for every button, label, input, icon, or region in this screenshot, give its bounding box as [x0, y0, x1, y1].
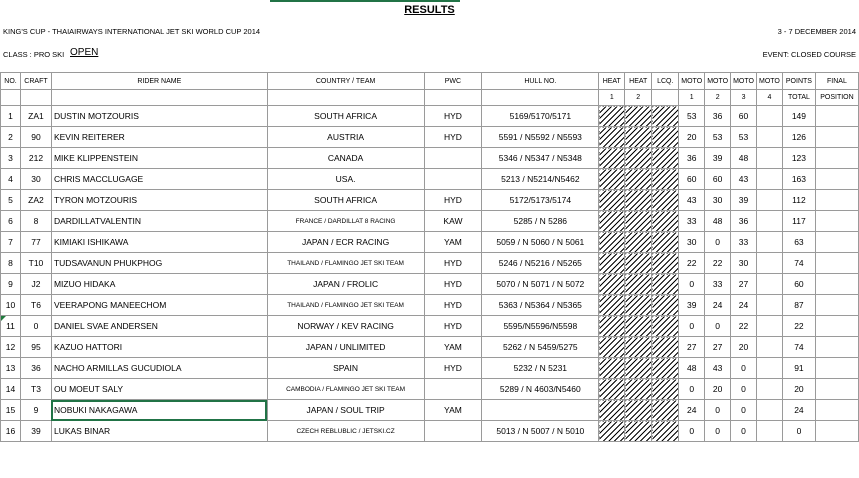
header-row	[1, 73, 859, 90]
table-row	[1, 253, 859, 274]
cell-no[interactable]: 9	[1, 274, 21, 295]
cell-pwc[interactable]	[424, 169, 482, 190]
cell-moto2[interactable]: 0	[705, 316, 731, 337]
cell-heat2[interactable]	[625, 379, 652, 400]
cell-pwc[interactable]: YAM	[424, 400, 482, 421]
cell-final-position[interactable]	[815, 169, 858, 190]
cell-heat2[interactable]	[625, 400, 652, 421]
cell-lcq[interactable]	[652, 379, 679, 400]
cell-craft[interactable]: J2	[20, 274, 51, 295]
cell-craft[interactable]: 30	[20, 169, 51, 190]
cell-country[interactable]: FRANCE / DARDILLAT 8 RACING	[267, 211, 424, 232]
cell-hull[interactable]: 5013 / N 5007 / N 5010	[482, 421, 599, 442]
cell-moto3[interactable]: 48	[731, 148, 757, 169]
cell-rider[interactable]: KEVIN REITERER	[51, 127, 267, 148]
cell-final-position[interactable]	[815, 400, 858, 421]
cell-craft[interactable]: T6	[20, 295, 51, 316]
cell-heat2[interactable]	[625, 253, 652, 274]
cell-rider[interactable]: LUKAS BINAR	[51, 421, 267, 442]
cell-moto2[interactable]: 48	[705, 211, 731, 232]
cell-moto4[interactable]	[756, 295, 782, 316]
cell-heat2[interactable]	[625, 337, 652, 358]
table-row	[1, 295, 859, 316]
cell-country[interactable]: AUSTRIA	[267, 127, 424, 148]
cell-hull[interactable]: 5169/5170/5171	[482, 106, 599, 127]
cell-heat1[interactable]	[599, 106, 625, 127]
table-row	[1, 211, 859, 232]
col-moto1-header: MOTO	[679, 73, 705, 90]
cell-points-total[interactable]: 123	[782, 148, 815, 169]
cell-heat1[interactable]	[599, 127, 625, 148]
col-no-subheader	[1, 90, 21, 106]
cell-craft[interactable]: ZA1	[20, 106, 51, 127]
comment-indicator	[1, 316, 6, 321]
cell-pwc[interactable]: HYD	[424, 274, 482, 295]
cell-lcq[interactable]	[652, 316, 679, 337]
cell-rider[interactable]: VEERAPONG MANEECHOM	[51, 295, 267, 316]
cell-heat1[interactable]	[599, 316, 625, 337]
cell-heat1[interactable]	[599, 337, 625, 358]
cell-craft[interactable]: 95	[20, 337, 51, 358]
cell-lcq[interactable]	[652, 232, 679, 253]
cell-moto4[interactable]	[756, 169, 782, 190]
table-row	[1, 232, 859, 253]
page-title: RESULTS	[404, 4, 455, 16]
cell-heat2[interactable]	[625, 295, 652, 316]
table-row	[1, 316, 859, 337]
cell-country[interactable]: CANADA	[267, 148, 424, 169]
cell-final-position[interactable]	[815, 379, 858, 400]
cell-moto4[interactable]	[756, 400, 782, 421]
cell-hull[interactable]: 5172/5173/5174	[482, 190, 599, 211]
col-moto1-subheader: 1	[679, 90, 705, 106]
event-type: EVENT: CLOSED COURSE	[762, 50, 856, 59]
cell-moto3[interactable]: 0	[731, 358, 757, 379]
table-row	[1, 190, 859, 211]
cell-final-position[interactable]	[815, 148, 858, 169]
cell-craft[interactable]: 212	[20, 148, 51, 169]
cell-no[interactable]: 7	[1, 232, 21, 253]
cell-craft[interactable]: ZA2	[20, 190, 51, 211]
cell-moto1[interactable]: 20	[679, 127, 705, 148]
cell-moto1[interactable]: 22	[679, 253, 705, 274]
cell-heat2[interactable]	[625, 106, 652, 127]
col-moto4-header: MOTO	[756, 73, 782, 90]
cell-moto4[interactable]	[756, 253, 782, 274]
col-final-subheader: POSITION	[815, 90, 858, 106]
cell-points-total[interactable]: 126	[782, 127, 815, 148]
cell-points-total[interactable]: 112	[782, 190, 815, 211]
cell-rider[interactable]: KAZUO HATTORI	[51, 337, 267, 358]
cell-moto3[interactable]: 36	[731, 211, 757, 232]
cell-country[interactable]: SOUTH AFRICA	[267, 190, 424, 211]
cell-moto3[interactable]: 30	[731, 253, 757, 274]
cell-hull[interactable]: 5285 / N 5286	[482, 211, 599, 232]
cell-points-total[interactable]: 24	[782, 400, 815, 421]
cell-rider[interactable]: MIZUO HIDAKA	[51, 274, 267, 295]
cell-craft[interactable]: T3	[20, 379, 51, 400]
cell-hull[interactable]: 5070 / N 5071 / N 5072	[482, 274, 599, 295]
cell-moto2[interactable]: 30	[705, 190, 731, 211]
cell-no[interactable]: 2	[1, 127, 21, 148]
cell-points-total[interactable]: 20	[782, 379, 815, 400]
cell-pwc[interactable]	[424, 379, 482, 400]
col-heat1-subheader: 1	[599, 90, 625, 106]
cell-moto4[interactable]	[756, 421, 782, 442]
cell-country[interactable]: SPAIN	[267, 358, 424, 379]
cell-moto1[interactable]: 53	[679, 106, 705, 127]
table-row	[1, 106, 859, 127]
class-value: OPEN	[70, 47, 99, 58]
cell-pwc[interactable]: YAM	[424, 232, 482, 253]
col-craft-subheader	[20, 90, 51, 106]
cell-rider[interactable]: MIKE KLIPPENSTEIN	[51, 148, 267, 169]
cell-moto3[interactable]: 27	[731, 274, 757, 295]
cell-country[interactable]: CZECH REBLUBLIC / JETSKI.CZ	[267, 421, 424, 442]
cell-lcq[interactable]	[652, 295, 679, 316]
cell-lcq[interactable]	[652, 421, 679, 442]
cell-heat1[interactable]	[599, 232, 625, 253]
cell-no[interactable]: 3	[1, 148, 21, 169]
cell-heat1[interactable]	[599, 358, 625, 379]
cell-rider[interactable]: CHRIS MACCLUGAGE	[51, 169, 267, 190]
cell-pwc[interactable]	[424, 421, 482, 442]
cell-heat2[interactable]	[625, 127, 652, 148]
cell-final-position[interactable]	[815, 253, 858, 274]
cell-no[interactable]: 16	[1, 421, 21, 442]
cell-final-position[interactable]	[815, 232, 858, 253]
cell-craft[interactable]: T10	[20, 253, 51, 274]
col-final-header: FINAL	[815, 73, 858, 90]
cell-heat1[interactable]	[599, 211, 625, 232]
cell-heat1[interactable]	[599, 274, 625, 295]
cell-craft[interactable]: 8	[20, 211, 51, 232]
cell-hull[interactable]: 5262 / N 5459/5275	[482, 337, 599, 358]
col-points-subheader: TOTAL	[782, 90, 815, 106]
cell-rider[interactable]: KIMIAKI ISHIKAWA	[51, 232, 267, 253]
cell-moto3[interactable]: 39	[731, 190, 757, 211]
cell-lcq[interactable]	[652, 211, 679, 232]
cell-moto1[interactable]: 0	[679, 274, 705, 295]
selection-indicator	[270, 0, 460, 2]
cell-heat2[interactable]	[625, 169, 652, 190]
cell-hull[interactable]: 5246 / N5216 / N5265	[482, 253, 599, 274]
cell-moto1[interactable]: 60	[679, 169, 705, 190]
cell-no[interactable]: 4	[1, 169, 21, 190]
cell-craft[interactable]: 0	[20, 316, 51, 337]
col-rider-header: RIDER NAME	[51, 73, 267, 90]
cell-rider[interactable]: NOBUKI NAKAGAWA	[51, 400, 267, 421]
cell-final-position[interactable]	[815, 190, 858, 211]
cell-country[interactable]: THAILAND / FLAMINGO JET SKI TEAM	[267, 295, 424, 316]
cell-no[interactable]: 5	[1, 190, 21, 211]
cell-no[interactable]: 8	[1, 253, 21, 274]
cell-moto3[interactable]: 0	[731, 400, 757, 421]
cell-moto2[interactable]: 36	[705, 106, 731, 127]
cell-heat2[interactable]	[625, 358, 652, 379]
col-rider-subheader	[51, 90, 267, 106]
cell-rider[interactable]: DANIEL SVAE ANDERSEN	[51, 316, 267, 337]
cell-moto1[interactable]: 30	[679, 232, 705, 253]
cell-pwc[interactable]: HYD	[424, 127, 482, 148]
cell-moto3[interactable]: 43	[731, 169, 757, 190]
event-name: KING'S CUP - THAIAIRWAYS INTERNATIONAL JET SKI WORLD CUP 2014	[3, 27, 261, 36]
cell-moto3[interactable]: 0	[731, 379, 757, 400]
cell-heat1[interactable]	[599, 253, 625, 274]
col-heat1-header: HEAT	[599, 73, 625, 90]
cell-pwc[interactable]: HYD	[424, 358, 482, 379]
cell-moto4[interactable]	[756, 274, 782, 295]
table-row	[1, 148, 859, 169]
cell-country[interactable]: USA.	[267, 169, 424, 190]
cell-lcq[interactable]	[652, 358, 679, 379]
cell-heat2[interactable]	[625, 274, 652, 295]
cell-pwc[interactable]: HYD	[424, 316, 482, 337]
cell-pwc[interactable]: HYD	[424, 295, 482, 316]
cell-moto1[interactable]: 33	[679, 211, 705, 232]
cell-lcq[interactable]	[652, 274, 679, 295]
cell-moto2[interactable]: 0	[705, 400, 731, 421]
results-table	[0, 72, 859, 442]
cell-moto1[interactable]: 48	[679, 358, 705, 379]
cell-moto4[interactable]	[756, 148, 782, 169]
table-row	[1, 379, 859, 400]
cell-lcq[interactable]	[652, 337, 679, 358]
cell-heat1[interactable]	[599, 421, 625, 442]
cell-moto1[interactable]: 24	[679, 400, 705, 421]
cell-country[interactable]: JAPAN / UNLIMITED	[267, 337, 424, 358]
cell-lcq[interactable]	[652, 148, 679, 169]
cell-craft[interactable]: 9	[20, 400, 51, 421]
cell-rider[interactable]: OU MOEUT SALY	[51, 379, 267, 400]
cell-country[interactable]: JAPAN / FROLIC	[267, 274, 424, 295]
cell-hull[interactable]: 5232 / N 5231	[482, 358, 599, 379]
cell-pwc[interactable]: KAW	[424, 211, 482, 232]
cell-final-position[interactable]	[815, 421, 858, 442]
cell-moto4[interactable]	[756, 190, 782, 211]
cell-points-total[interactable]: 87	[782, 295, 815, 316]
cell-heat1[interactable]	[599, 169, 625, 190]
cell-moto2[interactable]: 53	[705, 127, 731, 148]
table-row	[1, 274, 859, 295]
cell-moto3[interactable]: 33	[731, 232, 757, 253]
col-craft-header: CRAFT	[20, 73, 51, 90]
col-moto4-subheader: 4	[756, 90, 782, 106]
cell-points-total[interactable]: 117	[782, 211, 815, 232]
cell-rider[interactable]: DARDILLATVALENTIN	[51, 211, 267, 232]
cell-moto3[interactable]: 60	[731, 106, 757, 127]
cell-moto2[interactable]: 27	[705, 337, 731, 358]
cell-lcq[interactable]	[652, 253, 679, 274]
cell-lcq[interactable]	[652, 169, 679, 190]
cell-heat2[interactable]	[625, 211, 652, 232]
col-lcq-subheader	[652, 90, 679, 106]
cell-final-position[interactable]	[815, 358, 858, 379]
cell-moto4[interactable]	[756, 358, 782, 379]
cell-hull[interactable]: 5346 / N5347 / N5348	[482, 148, 599, 169]
header-subrow	[1, 90, 859, 106]
cell-heat1[interactable]	[599, 190, 625, 211]
cell-no[interactable]: 6	[1, 211, 21, 232]
cell-moto2[interactable]: 39	[705, 148, 731, 169]
table-row	[1, 169, 859, 190]
cell-lcq[interactable]	[652, 127, 679, 148]
cell-hull[interactable]: 5595/N5596/N5598	[482, 316, 599, 337]
cell-rider[interactable]: NACHO ARMILLAS GUCUDIOLA	[51, 358, 267, 379]
cell-moto1[interactable]: 0	[679, 316, 705, 337]
cell-moto4[interactable]	[756, 232, 782, 253]
cell-moto2[interactable]: 22	[705, 253, 731, 274]
cell-final-position[interactable]	[815, 274, 858, 295]
cell-craft[interactable]: 90	[20, 127, 51, 148]
cell-points-total[interactable]: 91	[782, 358, 815, 379]
cell-moto2[interactable]: 24	[705, 295, 731, 316]
cell-heat2[interactable]	[625, 148, 652, 169]
cell-no[interactable]: 1	[1, 106, 21, 127]
cell-moto2[interactable]: 33	[705, 274, 731, 295]
cell-no[interactable]: 10	[1, 295, 21, 316]
cell-moto1[interactable]: 43	[679, 190, 705, 211]
cell-pwc[interactable]: HYD	[424, 253, 482, 274]
table-row	[1, 358, 859, 379]
table-row	[1, 400, 859, 421]
cell-moto2[interactable]: 43	[705, 358, 731, 379]
cell-rider[interactable]: TUDSAVANUN PHUKPHOG	[51, 253, 267, 274]
col-lcq-header: LCQ.	[652, 73, 679, 90]
table-row	[1, 337, 859, 358]
cell-moto3[interactable]: 20	[731, 337, 757, 358]
cell-moto3[interactable]: 24	[731, 295, 757, 316]
col-country-subheader	[267, 90, 424, 106]
cell-craft[interactable]: 39	[20, 421, 51, 442]
cell-moto1[interactable]: 39	[679, 295, 705, 316]
cell-moto2[interactable]: 20	[705, 379, 731, 400]
cell-no[interactable]: 12	[1, 337, 21, 358]
cell-rider[interactable]: TYRON MOTZOURIS	[51, 190, 267, 211]
col-pwc-subheader	[424, 90, 482, 106]
cell-moto1[interactable]: 0	[679, 379, 705, 400]
cell-points-total[interactable]: 63	[782, 232, 815, 253]
cell-pwc[interactable]: HYD	[424, 106, 482, 127]
col-hull-subheader	[482, 90, 599, 106]
cell-moto1[interactable]: 27	[679, 337, 705, 358]
cell-final-position[interactable]	[815, 337, 858, 358]
cell-points-total[interactable]: 74	[782, 337, 815, 358]
cell-country[interactable]: THAILAND / FLAMINGO JET SKI TEAM	[267, 253, 424, 274]
cell-hull[interactable]: 5213 / N5214/N5462	[482, 169, 599, 190]
cell-lcq[interactable]	[652, 190, 679, 211]
cell-hull[interactable]: 5289 / N 4603/N5460	[482, 379, 599, 400]
cell-country[interactable]: SOUTH AFRICA	[267, 106, 424, 127]
cell-moto3[interactable]: 22	[731, 316, 757, 337]
cell-heat1[interactable]	[599, 379, 625, 400]
cell-craft[interactable]: 36	[20, 358, 51, 379]
cell-final-position[interactable]	[815, 106, 858, 127]
col-points-header: POINTS	[782, 73, 815, 90]
cell-country[interactable]: JAPAN / ECR RACING	[267, 232, 424, 253]
table-row	[1, 127, 859, 148]
cell-moto4[interactable]	[756, 106, 782, 127]
col-no-header: NO.	[1, 73, 21, 90]
cell-hull[interactable]: 5591 / N5592 / N5593	[482, 127, 599, 148]
col-moto2-header: MOTO	[705, 73, 731, 90]
cell-hull[interactable]: 5363 / N5364 / N5365	[482, 295, 599, 316]
col-moto2-subheader: 2	[705, 90, 731, 106]
cell-moto4[interactable]	[756, 379, 782, 400]
cell-craft[interactable]: 77	[20, 232, 51, 253]
cell-no[interactable]: 15	[1, 400, 21, 421]
cell-no[interactable]: 14	[1, 379, 21, 400]
cell-final-position[interactable]	[815, 295, 858, 316]
col-country-header: COUNTRY / TEAM	[267, 73, 424, 90]
cell-points-total[interactable]: 74	[782, 253, 815, 274]
cell-heat2[interactable]	[625, 421, 652, 442]
cell-no[interactable]: 13	[1, 358, 21, 379]
cell-moto1[interactable]: 36	[679, 148, 705, 169]
event-dates: 3 - 7 DECEMBER 2014	[777, 27, 856, 36]
cell-hull[interactable]: 5059 / N 5060 / N 5061	[482, 232, 599, 253]
cell-lcq[interactable]	[652, 400, 679, 421]
cell-heat1[interactable]	[599, 400, 625, 421]
cell-points-total[interactable]: 149	[782, 106, 815, 127]
cell-moto2[interactable]: 60	[705, 169, 731, 190]
col-heat2-header: HEAT	[625, 73, 652, 90]
cell-points-total[interactable]: 163	[782, 169, 815, 190]
cell-moto1[interactable]: 0	[679, 421, 705, 442]
cell-moto2[interactable]: 0	[705, 421, 731, 442]
cell-no[interactable]: 11	[1, 316, 21, 337]
cell-moto3[interactable]: 53	[731, 127, 757, 148]
col-heat2-subheader: 2	[625, 90, 652, 106]
cell-heat1[interactable]	[599, 295, 625, 316]
col-moto3-subheader: 3	[731, 90, 757, 106]
cell-country[interactable]: NORWAY / KEV RACING	[267, 316, 424, 337]
cell-rider[interactable]: DUSTIN MOTZOURIS	[51, 106, 267, 127]
col-moto3-header: MOTO	[731, 73, 757, 90]
cell-points-total[interactable]: 0	[782, 421, 815, 442]
cell-pwc[interactable]	[424, 148, 482, 169]
cell-moto4[interactable]	[756, 211, 782, 232]
cell-lcq[interactable]	[652, 106, 679, 127]
cell-points-total[interactable]: 22	[782, 316, 815, 337]
cell-country[interactable]: CAMBODIA / FLAMINGO JET SKI TEAM	[267, 379, 424, 400]
cell-final-position[interactable]	[815, 211, 858, 232]
cell-final-position[interactable]	[815, 127, 858, 148]
cell-points-total[interactable]: 60	[782, 274, 815, 295]
cell-pwc[interactable]: YAM	[424, 337, 482, 358]
cell-heat1[interactable]	[599, 148, 625, 169]
cell-heat2[interactable]	[625, 316, 652, 337]
cell-moto2[interactable]: 0	[705, 232, 731, 253]
cell-moto4[interactable]	[756, 127, 782, 148]
cell-heat2[interactable]	[625, 190, 652, 211]
cell-final-position[interactable]	[815, 316, 858, 337]
cell-hull[interactable]	[482, 400, 599, 421]
col-pwc-header: PWC	[424, 73, 482, 90]
cell-moto4[interactable]	[756, 316, 782, 337]
cell-moto3[interactable]: 0	[731, 421, 757, 442]
cell-moto4[interactable]	[756, 337, 782, 358]
cell-country[interactable]: JAPAN / SOUL TRIP	[267, 400, 424, 421]
table-row	[1, 421, 859, 442]
col-hull-header: HULL NO.	[482, 73, 599, 90]
cell-pwc[interactable]: HYD	[424, 190, 482, 211]
cell-heat2[interactable]	[625, 232, 652, 253]
class-label: CLASS : PRO SKI	[3, 50, 65, 59]
